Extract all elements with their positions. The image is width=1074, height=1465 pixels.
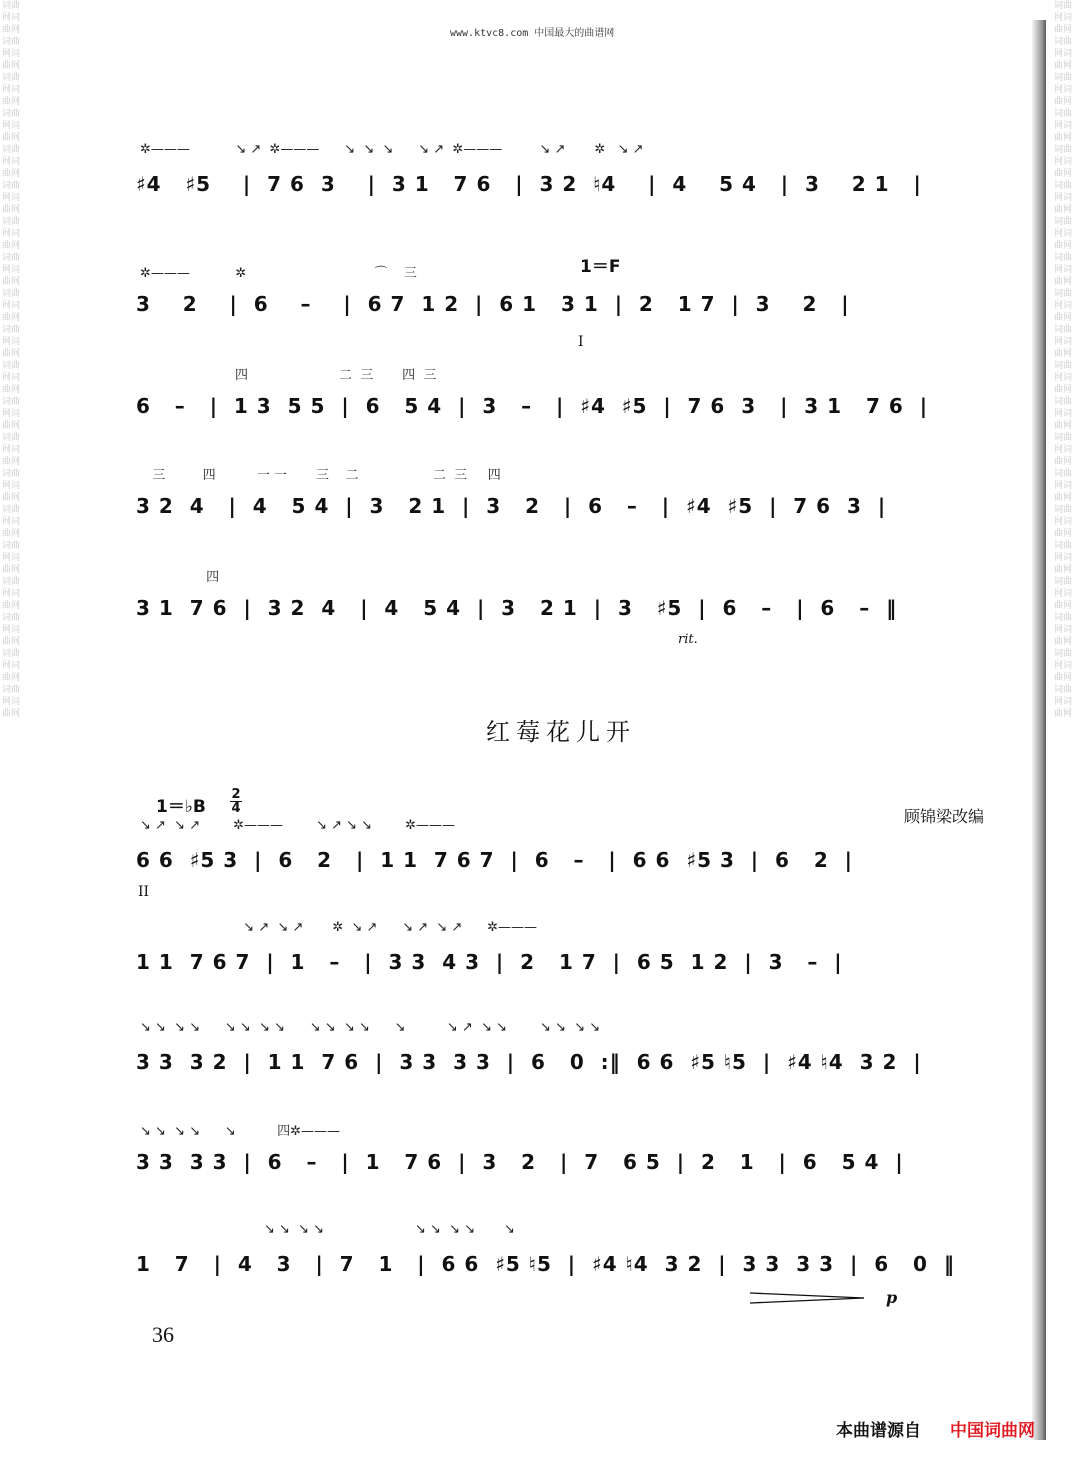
notation-line: 3 2 | 6 – | 6 7 1 2 | 6 1 3 1 | 2 1 7 | 3 2 |: [136, 292, 850, 316]
page-number: 36: [152, 1322, 174, 1347]
score2-line-2: [136, 920, 1006, 1008]
notation-line: 3 3 3 3 | 6 – | 1 7 6 | 3 2 | 7 6 5 | 2 1 | 6 5 4 |: [136, 1150, 904, 1174]
score2-line-4: [136, 1124, 1006, 1208]
left-watermark-strip: [0, 0, 22, 1465]
time-sig-bottom: 4: [231, 801, 241, 816]
articulation-marks: ✲——— ✲ ⌒ 三: [140, 266, 417, 281]
key-change: 1＝F: [580, 257, 621, 277]
articulation-marks: ✲——— ↘ ↗ ✲——— ↘ ↘ ↘ ↘ ↗ ✲——— ↘ ↗ ✲ ↘ ↗: [140, 142, 644, 157]
score1-line-5: [136, 570, 1006, 654]
key-signature: 1＝♭B: [156, 797, 206, 817]
finger-marks: 四: [140, 570, 220, 585]
articulation-marks: ↘ ↘ ↘ ↘ ↘ 四✲———: [140, 1124, 341, 1139]
notation-line: 1 7 | 4 3 | 7 1 | 6 6 ♯5 ♮5 | ♯4 ♮4 3 2 | 3 3 3 3 | 6 0 ‖: [136, 1252, 955, 1276]
footer-site-link[interactable]: 中国词曲网: [950, 1421, 1035, 1441]
score1-line-4: [136, 468, 1006, 552]
score1-line-3: [136, 368, 1006, 452]
dynamic-mark: p: [886, 1288, 898, 1307]
score1-line-1: [136, 142, 1006, 230]
diminuendo-hairpin: [748, 1290, 868, 1306]
notation-line: 1 1 7 6 7 | 1 – | 3 3 4 3 | 2 1 7 | 6 5 1 2 | 3 – |: [136, 950, 843, 974]
position-mark: I: [578, 334, 584, 350]
articulation-marks: ↘ ↘ ↘ ↘ ↘ ↘ ↘ ↘ ↘: [140, 1222, 515, 1237]
watermark-column-left: 词曲网词曲网词曲网词曲网词曲网词曲网词曲网词曲网词曲网词曲网词曲网词曲网词曲网词曲网词曲网词曲网词曲网词曲网词曲网词曲网词曲网词曲网词曲网词曲网词曲网词曲网词曲网词曲网词曲网词曲网词曲网词曲网词曲网词曲网词曲网词曲网词曲网词曲网词曲网词曲网: [2, 1, 21, 719]
finger-marks: 四 二 三 四 三: [140, 368, 437, 383]
notation-line: 3 1 7 6 | 3 2 4 | 4 5 4 | 3 2 1 | 3 ♯5 | 6 – | 6 – ‖: [136, 596, 898, 620]
score2-line-3: [136, 1020, 1006, 1108]
articulation-marks: ↘ ↘ ↘ ↘ ↘ ↘ ↘ ↘ ↘ ↘ ↘ ↘ ↘ ↘ ↗ ↘ ↘ ↘ ↘ ↘ ↘: [140, 1020, 601, 1035]
notation-line: 3 2 4 | 4 5 4 | 3 2 1 | 3 2 | 6 – | ♯4 ♯5 | 7 6 3 |: [136, 494, 887, 518]
notation-line: 6 – | 1 3 5 5 | 6 5 4 | 3 – | ♯4 ♯5 | 7 6 3 | 3 1 7 6 |: [136, 394, 929, 418]
notation-line: ♯4 ♯5 | 7 6 3 | 3 1 7 6 | 3 2 ♮4 | 4 5 4 | 3 2 1 |: [136, 172, 922, 196]
notation-line: 6 6 ♯5 3 | 6 2 | 1 1 7 6 7 | 6 – | 6 6 ♯5 3 | 6 2 |: [136, 848, 853, 872]
position-mark: II: [138, 884, 150, 900]
watermark-column-right: 词曲网词曲网词曲网词曲网词曲网词曲网词曲网词曲网词曲网词曲网词曲网词曲网词曲网词曲网词曲网词曲网词曲网词曲网词曲网词曲网词曲网词曲网词曲网词曲网词曲网词曲网词曲网词曲网词曲网词曲网词曲网词曲网词曲网词曲网词曲网词曲网词曲网词曲网词曲网词曲网: [1054, 1, 1073, 719]
time-signature: [230, 788, 242, 815]
articulation-marks: ↘ ↗ ↘ ↗ ✲ ↘ ↗ ↘ ↗ ↘ ↗ ✲———: [140, 920, 537, 935]
header-url[interactable]: www.ktvc8.com 中国最大的曲谱网: [450, 28, 615, 39]
finger-marks: 三 四 一 一 三 二 二 三 四: [140, 468, 501, 483]
tempo-mark: rit.: [678, 632, 698, 647]
score2-line-5: [136, 1222, 1006, 1310]
time-sig-top: 2: [231, 787, 241, 802]
song-title: 红莓花儿开: [486, 718, 636, 746]
footer-source-label: 本曲谱源自: [836, 1421, 921, 1441]
arranger-credit: 顾锦梁改编: [904, 807, 985, 826]
page-edge-shadow: [1032, 20, 1046, 1440]
right-watermark-strip: [1052, 0, 1074, 1465]
notation-line: 3 3 3 2 | 1 1 7 6 | 3 3 3 3 | 6 0 :‖ 6 6 ♯5 ♮5 | ♯4 ♮4 3 2 |: [136, 1050, 922, 1074]
articulation-marks: ↘ ↗ ↘ ↗ ✲——— ↘ ↗ ↘ ↘ ✲———: [140, 818, 456, 833]
score2-line-1: [136, 818, 1006, 906]
